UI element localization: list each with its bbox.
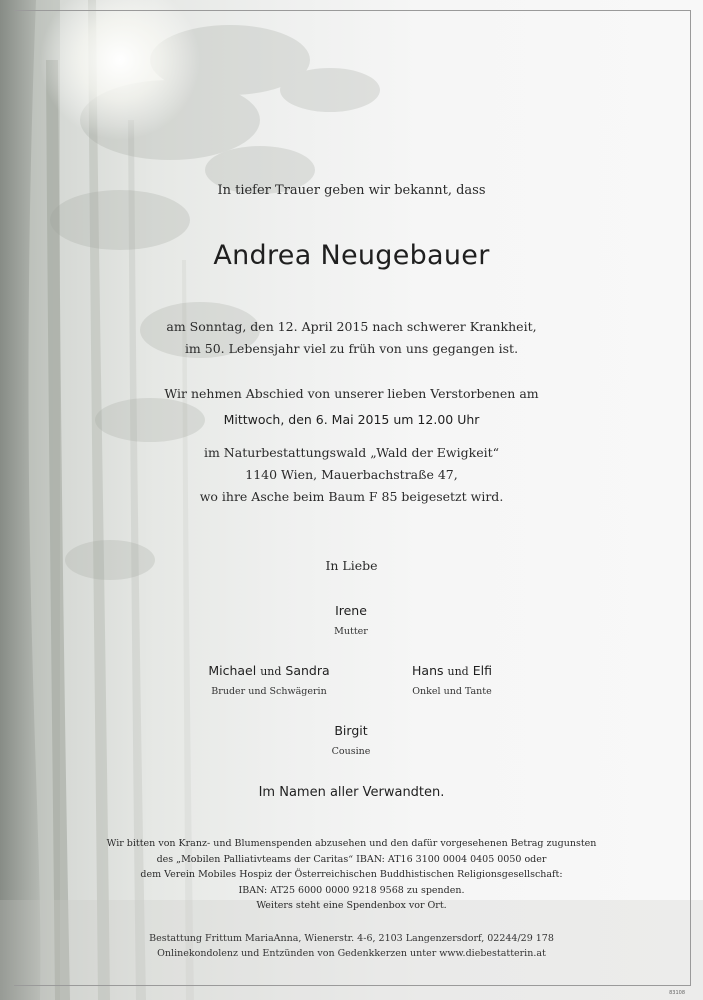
mourner-role: Mutter: [334, 626, 368, 637]
death-announcement: [0, 316, 703, 360]
mourner-first-name: Michael: [208, 663, 257, 678]
mourner-role: Cousine: [331, 746, 371, 757]
print-code: 83108: [669, 990, 685, 996]
intro-text: In tiefer Trauer geben wir bekannt, dass: [217, 183, 486, 198]
donation-line: Weiters steht eine Spendenbox vor Ort.: [256, 900, 447, 911]
donation-line: IBAN: AT25 6000 0000 9218 9568 zu spenden.: [238, 884, 465, 896]
death-line: im 50. Lebensjahr viel zu früh von uns gegangen ist.: [184, 341, 519, 356]
footer-line: Bestattung Frittum MariaAnna, Wienerstr. 4-6, 2103 Langenzersdorf, 02244/29 178: [149, 933, 554, 944]
funeral-home-footer: [0, 931, 703, 961]
mourner-first-name: Hans: [412, 663, 444, 678]
mourner-second-name: Sandra: [285, 663, 330, 678]
relatives-line: Im Namen aller Verwandten.: [258, 785, 445, 800]
deceased-name: Andrea Neugebauer: [213, 240, 490, 271]
death-line: am Sonntag, den 12. April 2015 nach schwerer Krankheit,: [166, 319, 537, 334]
mourner-birgit: [231, 723, 471, 757]
donation-line: dem Verein Mobiles Hospiz der Österreichischen Buddhistischen Religionsgesellschaft:: [140, 869, 563, 880]
location-line: 1140 Wien, Mauerbachstraße 47,: [245, 467, 458, 482]
donation-line: des „Mobilen Palliativteams der Caritas“ IBAN: AT16 3100 0004 0405 0050 oder: [156, 853, 547, 865]
farewell-text: Wir nehmen Abschied von unserer lieben Verstorbenen am: [164, 386, 539, 401]
mourner-irene: [231, 603, 471, 637]
mourner-role: Bruder und Schwägerin: [211, 686, 327, 697]
footer-line: Onlinekondolenz und Entzünden von Gedenkkerzen unter www.diebestatterin.at: [157, 948, 546, 959]
location-line: wo ihre Asche beim Baum F 85 beigesetzt wird.: [199, 489, 504, 504]
mourner-name: Irene: [335, 603, 367, 618]
donation-notice: [0, 836, 703, 914]
location-line: im Naturbestattungswald „Wald der Ewigkeit“: [203, 445, 499, 460]
mourner-name: [332, 663, 572, 678]
mourner-second-name: Elfi: [472, 663, 492, 678]
ceremony-date: Mittwoch, den 6. Mai 2015 um 12.00 Uhr: [223, 412, 480, 427]
in-love-text: In Liebe: [325, 558, 378, 573]
mourner-connector: und: [447, 665, 469, 678]
mourner-role: Onkel und Tante: [412, 686, 492, 697]
mourner-name: Birgit: [334, 723, 368, 738]
mourner-connector: und: [260, 665, 282, 678]
mourner-hans-elfi: [332, 663, 572, 697]
donation-line: Wir bitten von Kranz- und Blumenspenden abzusehen und den dafür vorgesehenen Betrag zugunsten: [106, 838, 597, 849]
ceremony-location: [0, 442, 703, 508]
